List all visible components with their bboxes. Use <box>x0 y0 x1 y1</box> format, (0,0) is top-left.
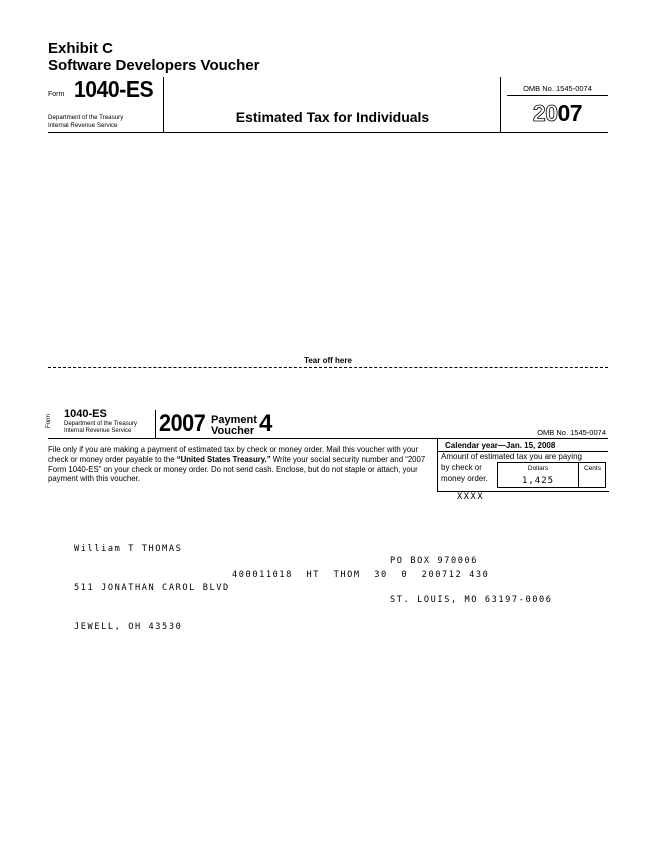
voucher-word: Voucher <box>211 425 255 437</box>
tear-off-line <box>48 367 608 368</box>
voucher-department <box>64 421 137 435</box>
tax-year-outline: 20 <box>532 100 558 126</box>
dept-line-1: Department of the Treasury <box>48 114 124 121</box>
placeholder-xxxx: XXXX <box>457 492 485 502</box>
header-rule <box>48 132 608 133</box>
taxpayer-name: William T THOMAS <box>74 544 183 554</box>
amount-label: Amount of estimated tax you are paying <box>441 452 582 461</box>
calendar-year-label: Calendar year—Jan. 15, 2008 <box>445 441 556 450</box>
cents-label: Cents <box>584 465 601 472</box>
form-title: Estimated Tax for Individuals <box>235 109 430 125</box>
amount-label-line-a: by check or <box>441 463 482 472</box>
scan-line: 400011018 HT THOM 30 0 200712 430 <box>232 570 490 580</box>
tax-year-bold: 07 <box>557 100 583 126</box>
header-divider-right <box>500 77 501 132</box>
voucher-dept-line-1: Department of the Treasury <box>64 421 138 427</box>
irs-address-line-1: PO BOX 970006 <box>390 556 479 566</box>
department-name <box>48 114 123 129</box>
taxpayer-city: JEWELL, OH 43530 <box>74 622 183 632</box>
taxpayer-address <box>74 517 230 647</box>
header-divider-left <box>163 77 164 132</box>
instructions-text-2: Write your social security number and “2007 Form 1040-ES” on your check or money order. Do not send cash. Enclose, but do not staple or attach, your payment with this voucher. <box>48 454 426 484</box>
exhibit-title <box>48 40 259 74</box>
tax-year <box>507 100 608 127</box>
voucher-form-number: 1040-ES <box>64 408 107 420</box>
amount-value: 1,425 <box>521 476 555 486</box>
voucher-instructions <box>48 445 428 484</box>
irs-address-line-2: ST. LOUIS, MO 63197-0006 <box>390 595 553 605</box>
dollars-label: Dollars <box>527 465 549 472</box>
voucher-subtitle: Software Developers Voucher <box>48 57 260 74</box>
payment-word: Payment <box>211 414 257 426</box>
form-number: 1040-ES <box>74 76 154 102</box>
instructions-text-1: File only if you are making a payment of estimated tax by check or money order. Mail this voucher with your check or money order payable to the <box>48 445 419 464</box>
voucher-year: 2007 <box>159 410 206 437</box>
instructions-payee: “United States Treasury.” <box>176 454 271 464</box>
voucher-dept-line-2: Internal Revenue Service <box>64 428 132 434</box>
exhibit-label: Exhibit C <box>48 40 114 57</box>
amount-label-line-b: money order. <box>441 474 488 483</box>
omb-number: OMB No. 1545-0074 <box>523 84 592 93</box>
voucher-form-label: Form <box>46 414 52 428</box>
dept-line-2: Internal Revenue Service <box>48 121 118 129</box>
omb-rule <box>507 95 608 96</box>
voucher-omb-number: OMB No. 1545-0074 <box>537 428 606 437</box>
payment-voucher-label <box>211 415 257 437</box>
voucher-number: 4 <box>259 410 273 437</box>
tear-off-label: Tear off here <box>304 356 352 365</box>
amount-label-method <box>441 462 488 484</box>
form-label: Form <box>48 91 65 98</box>
taxpayer-street: 511 JONATHAN CAROL BLVD <box>74 583 230 593</box>
voucher-divider <box>155 410 156 438</box>
